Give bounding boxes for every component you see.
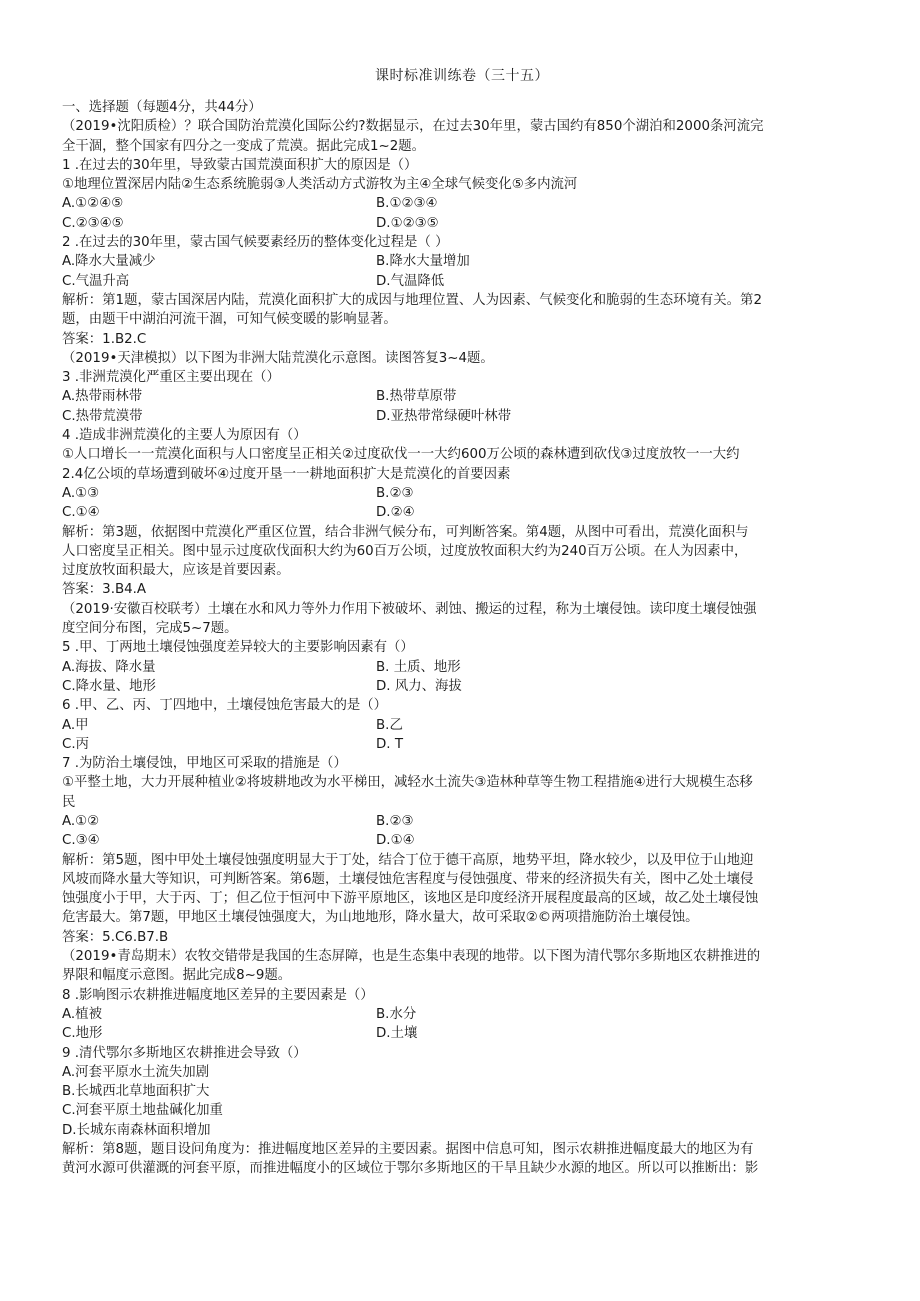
option-left: A.热带雨林带: [62, 389, 143, 405]
option-right: D.土壤: [376, 1026, 418, 1042]
option-right: B.①②③④: [376, 196, 438, 212]
text-line: 风坡而降水量大等知识，可判断答案。第6题，土壤侵蚀危害程度与侵蚀强度、带来的经济损失有关，图中乙处土壤侵: [62, 871, 754, 887]
option-left: C.气温升高: [62, 273, 130, 289]
text-line: A.河套平原水土流失加剧: [62, 1064, 210, 1080]
text-line: 2.4亿公顷的草场遭到破坏④过度开垦一一耕地面积扩大是荒漠化的首要因素: [62, 466, 511, 482]
option-row: [62, 831, 862, 850]
text-line: （2019•青岛期末）农牧交错带是我国的生态屏障，也是生态集中表现的地带。以下图为清代鄂尔多斯地区农耕推进的: [62, 949, 761, 965]
option-row: [62, 387, 862, 406]
option-right: D.①④: [376, 833, 415, 849]
text-line: 过度放牧面积最大，应该是首要因素。: [62, 563, 290, 579]
worksheet-body: [62, 98, 862, 1179]
text-line: 一、选择题（每题4分，共44分）: [62, 100, 262, 115]
option-right: B.热带草原带: [376, 389, 457, 405]
text-line: ①人口增长一一荒漠化面积与人口密度呈正相关②过度砍伐一一大约600万公顷的森林遭到砍伐③过度放牧一一大约: [62, 447, 740, 463]
option-row: [62, 1005, 862, 1024]
text-line: 人口密度呈正相关。图中显示过度砍伐面积大约为60百万公顷，过度放牧面积大约为240百万公顷。在人为因素中，: [62, 543, 748, 559]
option-row: [62, 272, 862, 291]
text-line: 危害最大。第7题，甲地区土壤侵蚀强度大，为山地地形，降水量大，故可采取②©两项措施防治土壤侵蚀。: [62, 910, 699, 926]
text-line: 解析：第1题，蒙古国深居内陆，荒漠化面积扩大的成因与地理位置、人为因素、气候变化和脆弱的生态环境有关。第2: [62, 292, 762, 308]
text-line: 解析：第3题，依据图中荒漠化严重区位置，结合非洲气候分布，可判断答案。第4题，从图中可看出，荒漠化面积与: [62, 524, 749, 540]
text-line: 界限和幅度示意图。据此完成8~9题。: [62, 968, 292, 984]
text-line: 5 .甲、丁两地土壤侵蚀强度差异较大的主要影响因素有（）: [62, 640, 414, 656]
option-right: B.降水大量增加: [376, 254, 470, 270]
text-line: 答案：5.C6.B7.B: [62, 929, 169, 945]
option-left: A.植被: [62, 1006, 102, 1022]
option-right: B.②③: [376, 813, 414, 829]
option-row: [62, 407, 862, 426]
text-line: （2019·安徽百校联考）土壤在水和风力等外力作用下被破坏、剥蚀、搬运的过程，称为土壤侵蚀。读印度土壤侵蚀强: [62, 601, 757, 617]
option-right: B.乙: [376, 717, 403, 733]
text-line: 题，由题干中湖泊河流干涸，可知气候变暖的影响显著。: [62, 312, 397, 328]
option-row: [62, 716, 862, 735]
option-right: D. 风力、海拔: [376, 678, 462, 694]
option-right: D.①②③⑤: [376, 215, 439, 231]
option-left: C.②③④⑤: [62, 215, 124, 231]
option-left: A.①③: [62, 485, 100, 501]
option-row: [62, 194, 862, 213]
text-line: 解析：第8题，题目设问角度为：推进幅度地区差异的主要因素。据图中信息可知，图示农耕推进幅度最大的地区为有: [62, 1142, 754, 1158]
option-left: C.①④: [62, 505, 100, 521]
option-right: B.水分: [376, 1006, 417, 1022]
option-left: A.降水大量减少: [62, 254, 156, 270]
text-line: 蚀强度小于甲，大于丙、丁；但乙位于恒河中下游平原地区，该地区是印度经济开展程度最高的区域，故乙处土壤侵蚀: [62, 891, 759, 907]
option-left: A.海拔、降水量: [62, 659, 156, 675]
option-right: D.气温降低: [376, 273, 445, 289]
text-line: 3 .非洲荒漠化严重区主要出现在（）: [62, 370, 280, 386]
text-line: 黄河水源可供灌溉的河套平原，而推进幅度小的区域位于鄂尔多斯地区的干旱且缺少水源的地区。所以可以推断出：影: [62, 1161, 759, 1177]
text-line: 全干涸，整个国家有四分之一变成了荒漠。据此完成1~2题。: [62, 138, 426, 154]
worksheet-page: [62, 66, 862, 1179]
text-line: 解析：第5题，图中甲处土壤侵蚀强度明显大于丁处，结合丁位于德干高原，地势平坦，降水较少，以及甲位于山地迎: [62, 852, 754, 868]
text-line: 9 .清代鄂尔多斯地区农耕推进会导致（）: [62, 1045, 307, 1061]
option-row: [62, 503, 862, 522]
option-row: [62, 812, 862, 831]
option-left: A.①②: [62, 813, 100, 829]
text-line: 6 .甲、乙、丙、丁四地中，土壤侵蚀危害最大的是（）: [62, 698, 388, 714]
option-right: D. T: [376, 736, 404, 752]
option-right: B.②③: [376, 485, 414, 501]
option-row: [62, 735, 862, 754]
text-line: ①地理位置深居内陆②生态系统脆弱③人类活动方式游牧为主④全球气候变化⑤多内流河: [62, 177, 578, 193]
option-left: A.①②④⑤: [62, 196, 124, 212]
text-line: B.长城西北草地面积扩大: [62, 1084, 210, 1100]
text-line: （2019•沈阳质检）？联合国防治荒漠化国际公约?数据显示，在过去30年里，蒙古国约有850个湖泊和2000条河流完: [62, 119, 764, 135]
option-right: B. 土质、地形: [376, 659, 461, 675]
option-right: D.亚热带常绿硬叶林带: [376, 408, 512, 424]
text-line: ①平整土地，大力开展种植业②将坡耕地改为水平梯田，减轻水土流失③造林种草等生物工程措施④进行大规模生态移: [62, 775, 753, 791]
page-title: 课时标准训练卷（三十五）: [375, 68, 549, 84]
option-row: [62, 252, 862, 271]
text-line: 答案：3.B4.A: [62, 582, 147, 598]
option-left: C.地形: [62, 1026, 103, 1042]
text-line: 7 .为防治土壤侵蚀，甲地区可采取的措施是（）: [62, 756, 347, 772]
option-row: [62, 214, 862, 233]
text-line: 8 .影响图示农耕推进幅度地区差异的主要因素是（）: [62, 987, 374, 1003]
text-line: 民: [62, 794, 76, 810]
text-line: C.河套平原土地盐碱化加重: [62, 1103, 223, 1119]
option-left: A.甲: [62, 717, 89, 733]
text-line: 答案：1.B2.C: [62, 331, 147, 347]
option-row: [62, 658, 862, 677]
option-row: [62, 484, 862, 503]
option-left: C.降水量、地形: [62, 678, 156, 694]
option-row: [62, 677, 862, 696]
text-line: D.长城东南森林面积增加: [62, 1122, 211, 1138]
option-right: D.②④: [376, 505, 415, 521]
option-left: C.③④: [62, 833, 100, 849]
text-line: （2019•天津模拟）以下图为非洲大陆荒漠化示意图。读图答复3~4题。: [62, 350, 494, 366]
option-left: C.丙: [62, 736, 89, 752]
text-line: 2 .在过去的30年里，蒙古国气候要素经历的整体变化过程是（ ）: [62, 235, 449, 251]
text-line: 1 .在过去的30年里，导致蒙古国荒漠面积扩大的原因是（）: [62, 157, 418, 173]
option-row: [62, 1024, 862, 1043]
option-left: C.热带荒漠带: [62, 408, 143, 424]
text-line: 4 .造成非洲荒漠化的主要人为原因有（）: [62, 428, 307, 444]
text-line: 度空间分布图，完成5~7题。: [62, 621, 238, 637]
